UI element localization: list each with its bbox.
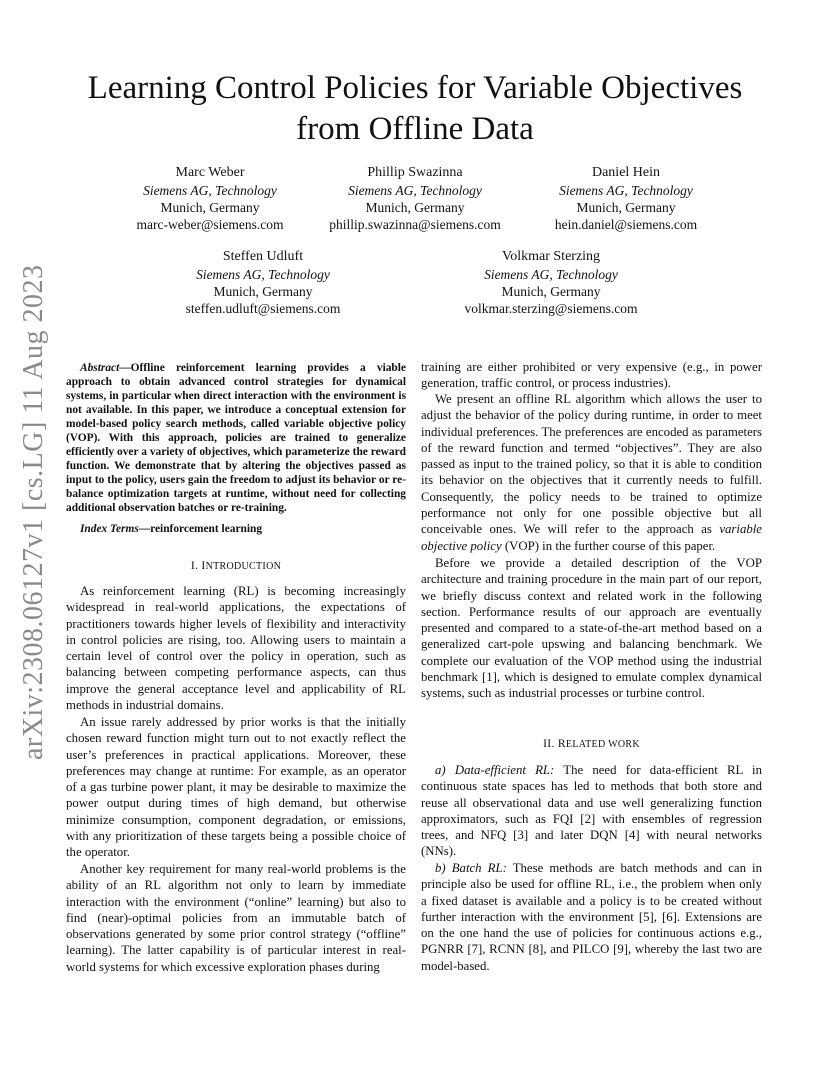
subsection-heading: a) Data-efficient RL: xyxy=(435,763,555,777)
paper-title xyxy=(60,68,770,150)
paragraph: Before we provide a detailed description of the VOP architecture and training procedure in the main part of our report, we briefly discuss context and related work in the following section. Performance results of our approach are eventually presented and compared to a state-of-the-art method based on a generalized cart-pole upswing and balancing benchmark. We complete our evaluation of the VOP method using the industrial benchmark [1], which is designed to emulate complex dynamical systems, such as industrial processes or turbine control. xyxy=(421,556,762,701)
author-name: Phillip Swazinna xyxy=(367,165,463,180)
author-block xyxy=(100,164,320,233)
title-line-1: Learning Control Policies for Variable Objectives xyxy=(87,70,743,106)
abstract-label: Abstract xyxy=(80,362,120,374)
author-location: Munich, Germany xyxy=(501,284,601,299)
author-email: steffen.udluft@siemens.com xyxy=(185,301,341,316)
author-affiliation: Siemens AG, Technology xyxy=(196,267,330,282)
paragraph: Another key requirement for many real-world problems is the ability of an RL algorithm not only to learn by immediate interaction with the environment (“online” learning) but also to find (near)-optimal policies from an immutable batch of observations generated by some prior control strategy (“offline” learning). The latter capability is of particular interest in real-world systems for which excessive exploration phases during xyxy=(66,862,406,974)
paragraph: An issue rarely addressed by prior works is that the initially chosen reward function might turn out to not exactly reflect the user’s preferences in practical applications. Moreover, these preferences may change at runtime: For example, as an operator of a gas turbine power plant, it may be desirable to maximize the power output during times of high demand, but otherwise minimize consumption, component degradation, or emissions, with any prioritization of these targets being a possible choice of the operator. xyxy=(66,715,406,860)
abstract xyxy=(66,361,406,515)
author-location: Munich, Germany xyxy=(213,284,313,299)
paragraph: training are either prohibited or very expensive (e.g., in power generation, traffic control, or process industries). xyxy=(421,360,762,391)
abstract-text: —Offline reinforcement learning provides a viable approach to obtain advanced control strategies for dynamical systems, in particular when direct interaction with the environment is not available. In this paper, we introduce a conceptual extension for model-based policy search methods, called variable objective policy (VOP). With this approach, policies are trained to generalize efficiently over a variety of objectives, which parameterize the reward function. We demonstrate that by altering the objectives passed as input to the policy, users gain the freedom to adjust its behavior or re-balance optimization targets at runtime, without need for collecting additional observation batches or re-training. xyxy=(66,362,406,514)
paragraph: b) Batch RL: These methods are batch methods and can in principle also be used for offline RL, i.e., the problem when only a fixed dataset is available and a policy is to be created without further interaction with the environment [5], [6]. Extensions are on the one hand the use of policies for continuous actions e.g., PGNRR [7], RCNN [8], and PILCO [9], whereby the last two are model-based. xyxy=(421,861,763,973)
arxiv-identifier: arXiv:2308.06127v1 [cs.LG] 11 Aug 2023 xyxy=(18,264,49,760)
author-block xyxy=(160,248,366,317)
author-block xyxy=(446,248,656,317)
author-email: marc-weber@siemens.com xyxy=(136,217,284,232)
paragraph: We present an offline RL algorithm which allows the user to adjust the behavior of the policy during runtime, in order to meet individual preferences. The preferences are encoded as parameters of the reward function and termed “objectives”. They are also passed as input to the trained policy, so that it is able to condition its behavior on the objectives that it currently needs to fulfill. Consequently, the policy needs to be trained to optimize performance not only for one possible objective but all conceivable ones. We will refer to the approach as variable objective policy (VOP) in the further course of this paper. xyxy=(421,392,762,553)
author-location: Munich, Germany xyxy=(365,200,465,215)
author-location: Munich, Germany xyxy=(576,200,676,215)
paragraph: a) Data-efficient RL: The need for data-efficient RL in continuous state spaces has led to methods that both store and reuse all observational data and use well generalizing function approximators, such as FQI [2] with ensembles of regression trees, and NFQ [3] and later DQN [4] with neural networks (NNs). xyxy=(421,763,762,859)
author-location: Munich, Germany xyxy=(160,200,260,215)
subsection-heading: b) Batch RL: xyxy=(435,861,507,875)
emphasis-term: variable objective policy xyxy=(421,522,762,553)
author-affiliation: Siemens AG, Technology xyxy=(559,183,693,198)
index-terms-label: Index Terms xyxy=(80,523,139,535)
index-terms xyxy=(66,522,406,536)
author-block xyxy=(304,164,526,233)
author-name: Steffen Udluft xyxy=(222,249,304,264)
author-affiliation: Siemens AG, Technology xyxy=(143,183,277,198)
author-name: Daniel Hein xyxy=(591,165,661,180)
title-line-2: from Offline Data xyxy=(296,111,534,147)
index-terms-text: —reinforcement learning xyxy=(138,523,263,535)
paragraph: As reinforcement learning (RL) is becoming increasingly widespread in real-world applications, the expectations of practitioners towards higher levels of flexibility and interactivity in control policies are rising, too. Allowing users to maintain a certain level of control over the policy in operation, such as balancing between competing performance aspects, can thus improve the general acceptance level and applicability of RL methods in industrial domains. xyxy=(66,584,406,713)
author-email: volkmar.sterzing@siemens.com xyxy=(464,301,638,316)
section-heading-related-work: II. RELATED WORK xyxy=(543,737,640,750)
author-affiliation: Siemens AG, Technology xyxy=(348,183,482,198)
author-block xyxy=(520,164,732,233)
author-email: phillip.swazinna@siemens.com xyxy=(329,217,501,232)
author-name: Volkmar Sterzing xyxy=(501,249,601,264)
author-email: hein.daniel@siemens.com xyxy=(554,217,698,232)
author-affiliation: Siemens AG, Technology xyxy=(484,267,618,282)
section-heading-introduction: I. INTRODUCTION xyxy=(190,559,282,572)
author-name: Marc Weber xyxy=(175,165,245,180)
